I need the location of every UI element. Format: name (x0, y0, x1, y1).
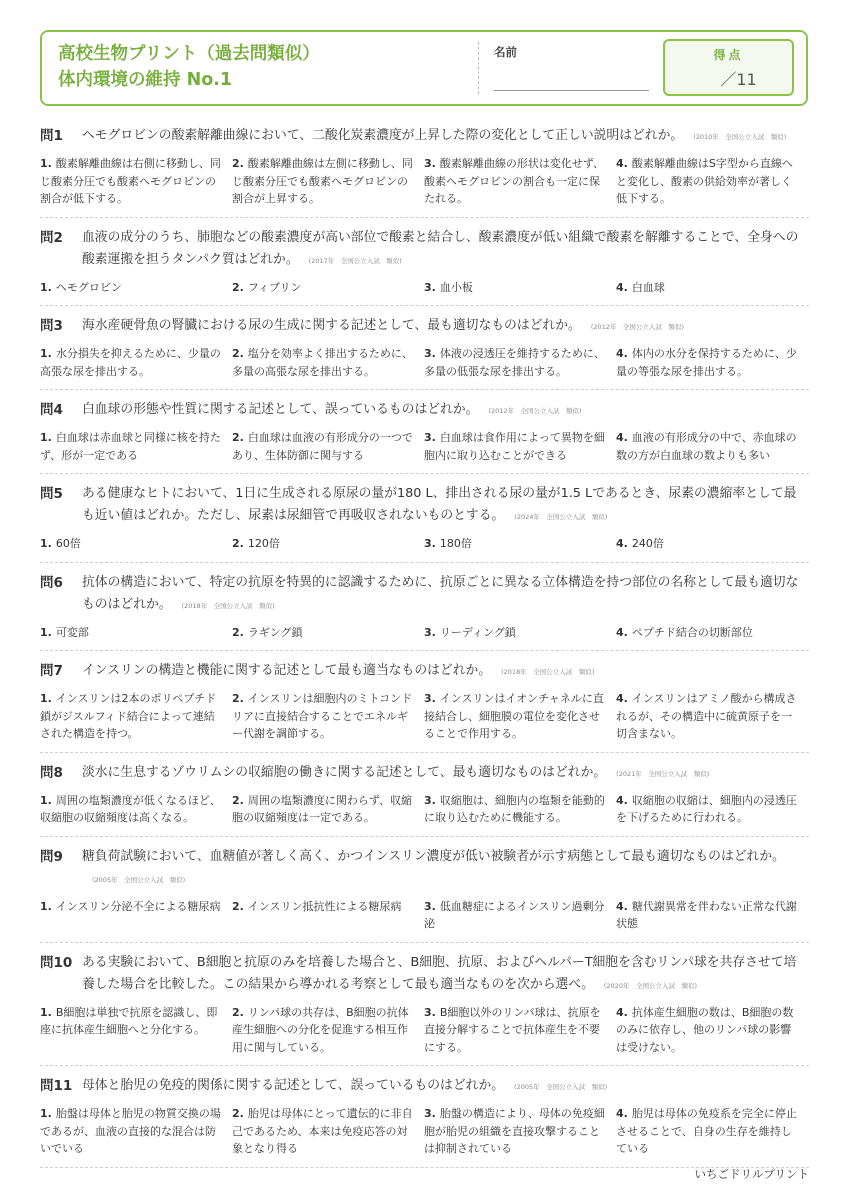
question-block (40, 224, 809, 307)
choice-number: 2. (232, 347, 244, 360)
choice-number: 1. (40, 899, 52, 913)
choice-number: 2. (232, 793, 244, 807)
choice-list (40, 429, 809, 464)
question-stem: ある健康なヒトにおいて、1日に生成される原尿の量が180 L、排出される尿の量が1.5 Lであるとき、尿素の濃縮率として最も近い値はどれか。ただし、尿素は尿細管で再吸収されないものとする。 (82, 486, 797, 523)
question-stem: ある実験において、B細胞と抗原のみを培養した場合と、B細胞、抗原、およびヘルパーT細胞を含むリンパ球を共存させて培養した場合を比較した。この結果から導かれる考察として最も適当なものを次から選べ。 (82, 954, 797, 992)
header-divider (478, 42, 479, 94)
question-text (82, 125, 809, 148)
choice-number: 1. (40, 1005, 52, 1019)
answer-choice[interactable] (424, 429, 616, 464)
choice-number: 1. (40, 692, 52, 705)
choice-number: 3. (424, 793, 436, 807)
choice-text: 白血球 (631, 280, 665, 294)
question-number: 問7 (40, 663, 63, 679)
choice-number: 1. (40, 793, 52, 807)
choice-text: インスリン分泌不全による糖尿病 (55, 899, 221, 913)
choice-number: 4. (616, 157, 628, 170)
question-text (82, 1075, 809, 1098)
answer-choice[interactable] (424, 898, 616, 933)
question-stem: 白血球の形態や性質に関する記述として、誤っているものはどれか。 (82, 402, 479, 417)
choice-text: 白血球は血液の有形成分の一つであり、生体防御に関与する (232, 431, 413, 462)
answer-choice[interactable] (232, 690, 424, 743)
choice-text: 塩分を効率よく排出するために、多量の高張な尿を排出する。 (232, 347, 413, 378)
worksheet-header (40, 30, 808, 106)
choice-number: 4. (616, 347, 628, 360)
choice-text: 白血球は赤血球と同様に核を持たず、形が一定である (40, 431, 221, 462)
question-block (40, 759, 809, 837)
title-line-2: 体内環境の維持 No.1 (58, 70, 233, 90)
choice-list (40, 1105, 809, 1158)
question-number: 問10 (40, 954, 73, 971)
question-source: (2005年 全国公立入試 類似) (514, 1083, 608, 1091)
question-text (82, 846, 809, 891)
question-text (82, 227, 809, 272)
answer-choice[interactable] (616, 279, 808, 297)
answer-choice[interactable] (424, 1004, 616, 1057)
answer-choice[interactable] (40, 1004, 232, 1057)
choice-list (40, 690, 809, 743)
choice-number: 1. (40, 537, 52, 550)
question-block (40, 396, 809, 474)
question-header (40, 227, 809, 272)
question-stem: インスリンの構造と機能に関する記述として最も適当なものはどれか。 (82, 663, 492, 678)
question-text (82, 315, 809, 338)
answer-choice[interactable] (616, 1004, 808, 1057)
question-number: 問3 (40, 318, 63, 334)
answer-choice[interactable] (40, 792, 232, 827)
answer-choice[interactable] (40, 690, 232, 743)
choice-number: 2. (232, 1107, 244, 1120)
choice-text: 血小板 (439, 280, 473, 294)
choice-number: 2. (232, 692, 244, 705)
choice-text: リーディング鎖 (439, 625, 516, 639)
answer-choice[interactable] (232, 345, 424, 380)
answer-choice[interactable] (616, 898, 808, 933)
question-source: (2010年 全国公立入試 類似) (693, 133, 787, 141)
question-block (40, 843, 809, 943)
answer-choice[interactable] (616, 345, 808, 380)
answer-choice[interactable] (40, 279, 232, 297)
question-list (40, 122, 809, 1174)
question-number: 問2 (40, 229, 63, 246)
answer-choice[interactable] (424, 155, 616, 208)
choice-number: 3. (424, 431, 436, 444)
choice-number: 3. (424, 899, 436, 913)
choice-list (40, 345, 809, 380)
question-block (40, 1072, 809, 1168)
question-stem: 母体と胎児の免疫的関係に関する記述として、誤っているものはどれか。 (82, 1078, 505, 1093)
choice-text: 糖代謝異常を伴わない正常な代謝状態 (616, 899, 797, 930)
answer-choice[interactable] (424, 1105, 616, 1158)
choice-number: 1. (40, 1107, 52, 1120)
answer-choice[interactable] (232, 279, 424, 297)
question-source: (2018年 全国公立入試 類似) (181, 601, 275, 610)
choice-text: インスリンはイオンチャネルに直接結合し、細胞膜の電位を変化させることで作用する。 (424, 692, 604, 740)
choice-text: ペプチド結合の切断部位 (631, 625, 753, 639)
answer-choice[interactable] (616, 690, 808, 743)
question-stem: 血液の成分のうち、肺胞などの酸素濃度が高い部位で酸素と結合し、酸素濃度が低い組織で酸素を解離することで、全身への酸素運搬を担うタンパク質はどれか。 (82, 229, 799, 267)
answer-choice[interactable] (616, 624, 808, 642)
choice-text: リンパ球の共存は、B細胞の抗体産生細胞への分化を促進する相互作用に関与している。 (232, 1005, 409, 1054)
choice-text: 60倍 (55, 537, 81, 550)
answer-choice[interactable] (40, 898, 232, 933)
choice-number: 4. (616, 537, 628, 550)
question-block (40, 480, 809, 563)
question-header (40, 762, 809, 785)
choice-text: ラギング鎖 (247, 625, 303, 639)
footer-brand: いちごドリルプリント (694, 1167, 809, 1181)
worksheet-title (58, 41, 320, 93)
choice-text: 240倍 (631, 537, 664, 550)
question-text (82, 762, 809, 785)
choice-number: 4. (616, 625, 628, 639)
answer-choice[interactable] (232, 1004, 424, 1057)
question-stem: 淡水に生息するゾウリムシの収縮胞の働きに関する記述として、最も適切なものはどれか。 (82, 764, 607, 780)
question-block (40, 949, 809, 1067)
question-number: 問11 (40, 1078, 73, 1094)
question-number: 問8 (40, 764, 63, 781)
choice-text: フィブリン (247, 280, 302, 294)
choice-text: 酸素解離曲線は右側に移動し、同じ酸素分圧でも酸素ヘモグロビンの割合が低下する。 (40, 157, 221, 205)
choice-number: 1. (40, 431, 52, 444)
choice-text: 120倍 (247, 537, 280, 550)
question-source: (2020年 全国公立入試 類似) (603, 981, 697, 990)
answer-choice[interactable] (232, 429, 424, 464)
choice-number: 4. (616, 1005, 628, 1019)
choice-text: 低血糖症によるインスリン過剰分泌 (424, 899, 605, 930)
answer-choice[interactable] (424, 345, 616, 380)
answer-choice[interactable] (232, 535, 424, 553)
score-value: ／11 (720, 70, 757, 89)
answer-choice[interactable] (424, 279, 616, 297)
question-number: 問9 (40, 848, 63, 865)
question-header (40, 846, 809, 891)
question-header (40, 125, 809, 148)
choice-text: 可変部 (55, 625, 89, 639)
choice-text: 胎盤の構造により、母体の免疫細胞が胎児の組織を直接攻撃することは抑制されている (424, 1107, 605, 1155)
question-block (40, 122, 809, 218)
choice-number: 2. (232, 280, 244, 294)
choice-text: インスリン抵抗性による糖尿病 (247, 899, 402, 913)
choice-number: 1. (40, 157, 52, 170)
choice-list (40, 155, 809, 208)
choice-list (40, 1004, 809, 1057)
choice-number: 2. (232, 431, 244, 444)
question-block (40, 569, 809, 652)
choice-text: ヘモグロビン (55, 280, 122, 294)
question-source: (2018年 全国公立入試 類似) (501, 668, 595, 676)
answer-choice[interactable] (424, 792, 616, 827)
title-line-1: 高校生物プリント（過去問類似） (58, 44, 320, 64)
question-text (82, 660, 809, 683)
choice-text: 水分損失を抑えるために、少量の高張な尿を排出する。 (40, 347, 221, 378)
choice-list (40, 624, 809, 642)
choice-number: 2. (232, 157, 244, 170)
question-source: (2012年 全国公立入試 類似) (590, 323, 684, 331)
choice-list (40, 898, 809, 933)
question-source: (2005年 全国公立入試 類似) (92, 875, 186, 884)
answer-choice[interactable] (40, 345, 232, 380)
answer-choice[interactable] (232, 1105, 424, 1158)
choice-list (40, 279, 809, 297)
answer-choice[interactable] (616, 792, 808, 827)
choice-text: 血液の有形成分の中で、赤血球の数の方が白血球の数よりも多い (616, 431, 797, 462)
question-block (40, 312, 809, 390)
answer-choice[interactable] (40, 624, 232, 642)
choice-list (40, 792, 809, 827)
choice-text: 酸素解離曲線の形状は変化せず、酸素ヘモグロビンの割合も一定に保たれる。 (424, 157, 604, 205)
choice-number: 3. (424, 625, 436, 639)
choice-number: 1. (40, 280, 52, 294)
choice-number: 3. (424, 157, 436, 170)
question-header (40, 1075, 809, 1098)
choice-text: 胎児は母体の免疫系を完全に停止させることで、自身の生存を維持している (616, 1107, 797, 1155)
choice-number: 4. (616, 692, 628, 705)
score-box (663, 39, 794, 96)
answer-choice[interactable] (232, 624, 424, 642)
answer-choice[interactable] (616, 429, 808, 464)
answer-choice[interactable] (616, 155, 808, 208)
choice-number: 1. (40, 625, 52, 639)
answer-choice[interactable] (232, 792, 424, 827)
choice-text: インスリンは細胞内のミトコンドリアに直接結合することでエネルギー代謝を調節する。 (232, 692, 413, 740)
question-number: 問4 (40, 402, 63, 418)
question-stem: 糖負荷試験において、血糖値が著しく高く、かつインスリン濃度が低い被験者が示す病態として最も適切なものはどれか。 (82, 848, 785, 864)
answer-choice[interactable] (424, 624, 616, 642)
choice-text: 体内の水分を保持するために、少量の等張な尿を排出する。 (616, 347, 797, 378)
question-text (82, 952, 809, 997)
choice-text: 白血球は食作用によって異物を細胞内に取り込むことができる (424, 431, 605, 462)
question-number: 問1 (40, 128, 63, 144)
answer-choice[interactable] (232, 898, 424, 933)
choice-text: 収縮胞は、細胞内の塩類を能動的に取り込むために機能する。 (424, 793, 605, 824)
question-stem: ヘモグロビンの酸素解離曲線において、二酸化炭素濃度が上昇した際の変化として正しい説明はどれか。 (82, 128, 684, 143)
choice-number: 3. (424, 347, 436, 360)
choice-text: 抗体産生細胞の数は、B細胞の数のみに依存し、他のリンパ球の影響は受けない。 (616, 1005, 794, 1054)
choice-text: 胎児は母体にとって遺伝的に非自己であるため、本来は免疫応答の対象となり得る (232, 1107, 413, 1155)
choice-number: 2. (232, 899, 244, 913)
choice-text: 酸素解離曲線は左側に移動し、同じ酸素分圧でも酸素ヘモグロビンの割合が上昇する。 (232, 157, 413, 205)
answer-choice[interactable] (40, 535, 232, 553)
question-text (82, 572, 809, 617)
choice-text: 180倍 (439, 537, 472, 550)
choice-number: 3. (424, 280, 436, 294)
question-header (40, 315, 809, 338)
question-stem: 海水産硬骨魚の腎臓における尿の生成に関する記述として、最も適切なものはどれか。 (82, 318, 581, 333)
choice-number: 3. (424, 1005, 436, 1019)
question-source: (2017年 全国公立入試 類似) (308, 256, 402, 265)
choice-text: B細胞以外のリンパ球は、抗原を直接分解することで抗体産生を不要にする。 (424, 1005, 601, 1054)
question-header (40, 483, 809, 528)
choice-text: インスリンはアミノ酸から構成されるが、その構造中に硫黄原子を一切含まない。 (616, 692, 797, 740)
choice-text: B細胞は単独で抗原を認識し、即座に抗体産生細胞へと分化する。 (40, 1005, 218, 1036)
choice-number: 3. (424, 1107, 436, 1120)
answer-choice[interactable] (40, 1105, 232, 1158)
choice-number: 3. (424, 537, 436, 550)
name-label: 名前 (494, 45, 517, 59)
question-stem: 抗体の構造において、特定の抗原を特異的に認識するために、抗原ごとに異なる立体構造を持つ部位の名称として最も適切なものはどれか。 (82, 574, 799, 612)
choice-number: 2. (232, 537, 244, 550)
choice-number: 1. (40, 347, 52, 360)
question-text (82, 399, 809, 422)
choice-number: 4. (616, 280, 628, 294)
answer-choice[interactable] (424, 690, 616, 743)
choice-number: 4. (616, 431, 628, 444)
choice-text: 酸素解離曲線はS字型から直線へと変化し、酸素の供給効率が著しく低下する。 (616, 157, 793, 205)
score-label: 得点 (713, 48, 744, 62)
choice-number: 2. (232, 1005, 244, 1019)
question-source: (2024年 全国公立入試 類似) (514, 513, 608, 521)
choice-number: 4. (616, 1107, 628, 1120)
question-source: (2021年 全国公立入試 類似) (616, 769, 710, 778)
choice-number: 4. (616, 899, 628, 913)
question-number: 問6 (40, 574, 63, 591)
choice-number: 4. (616, 793, 628, 807)
question-header (40, 399, 809, 422)
choice-text: 体液の浸透圧を維持するために、多量の低張な尿を排出する。 (424, 347, 605, 378)
choice-number: 2. (232, 625, 244, 639)
choice-number: 3. (424, 692, 436, 705)
answer-choice[interactable] (40, 429, 232, 464)
answer-choice[interactable] (40, 155, 232, 208)
choice-text: 周囲の塩類濃度に関わらず、収縮胞の収縮頻度は一定である。 (232, 793, 412, 824)
choice-list (40, 535, 809, 553)
name-field[interactable] (494, 90, 649, 91)
choice-text: 胎盤は母体と胎児の物質交換の場であるが、血液の直接的な混合は防いでいる (40, 1107, 221, 1155)
question-header (40, 660, 809, 683)
question-header (40, 572, 809, 617)
question-block (40, 657, 809, 753)
choice-text: 周囲の塩類濃度が低くなるほど、収縮胞の収縮頻度は高くなる。 (40, 793, 221, 824)
answer-choice[interactable] (232, 155, 424, 208)
question-text (82, 483, 809, 528)
question-number: 問5 (40, 486, 63, 502)
question-header (40, 952, 809, 997)
choice-text: インスリンは2本のポリペプチド鎖がジスルフィド結合によって連結された構造を持つ。 (40, 692, 217, 740)
answer-choice[interactable] (424, 535, 616, 553)
question-source: (2012年 全国公立入試 類似) (488, 407, 582, 415)
answer-choice[interactable] (616, 1105, 808, 1158)
answer-choice[interactable] (616, 535, 808, 553)
choice-text: 収縮胞の収縮は、細胞内の浸透圧を下げるために行われる。 (616, 793, 797, 824)
